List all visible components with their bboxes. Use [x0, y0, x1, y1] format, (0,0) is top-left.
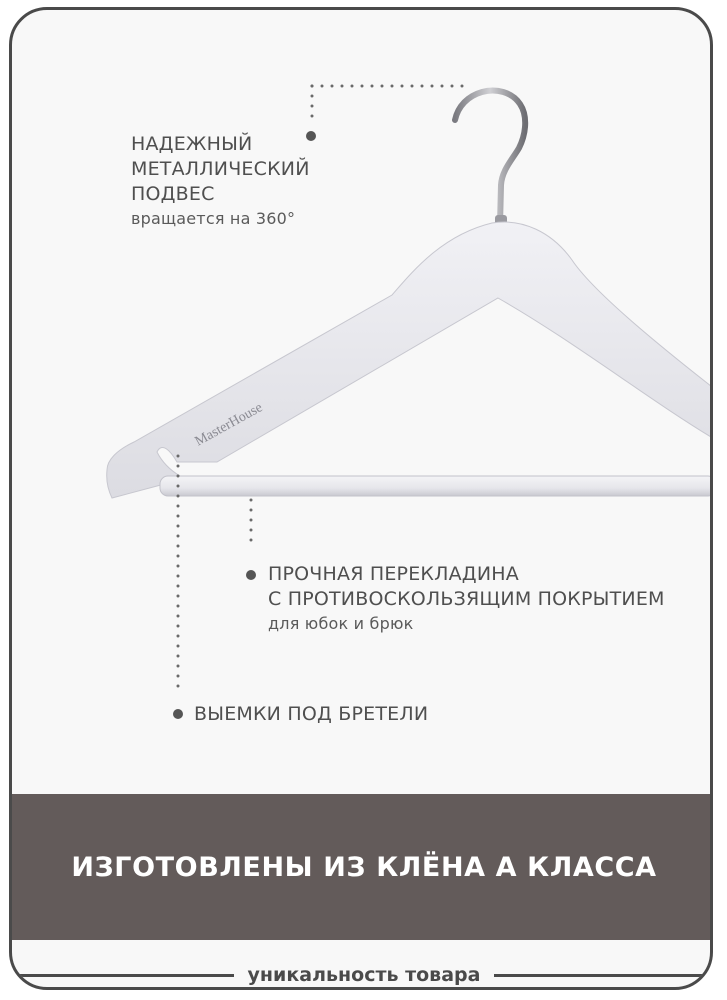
bar-callout-line1: ПРОЧНАЯ ПЕРЕКЛАДИНА — [268, 563, 519, 585]
notch-callout-dot — [173, 709, 183, 719]
material-banner — [12, 794, 713, 940]
hook-callout-sub: вращается на 360° — [131, 209, 296, 228]
card-frame — [9, 7, 713, 990]
hook-callout-line2: МЕТАЛЛИЧЕСКИЙ — [131, 158, 310, 180]
hook-callout-line1: НАДЕЖНЫЙ — [131, 133, 253, 155]
hanger-brand-logo: MasterHouse — [192, 400, 266, 450]
hook-leader-line — [312, 86, 464, 122]
footer — [12, 960, 713, 990]
notch-callout-line1: ВЫЕМКИ ПОД БРЕТЕЛИ — [194, 703, 429, 725]
hook-icon — [455, 91, 525, 225]
footer-text: уникальность товара — [234, 964, 495, 986]
hanger-bar-icon — [160, 476, 713, 496]
hanger-body-icon — [107, 222, 713, 498]
bar-callout — [268, 562, 665, 636]
bar-callout-line2: С ПРОТИВОСКОЛЬЗЯЩИМ ПОКРЫТИЕМ — [268, 588, 665, 610]
hanger-illustration — [12, 10, 713, 794]
notch-callout — [194, 702, 428, 727]
bar-callout-sub: для юбок и брюк — [268, 614, 414, 633]
hook-callout — [131, 132, 310, 231]
bar-callout-dot — [246, 570, 256, 580]
hook-callout-line3: ПОДВЕС — [131, 183, 215, 205]
material-banner-text: ИЗГОТОВЛЕНЫ ИЗ КЛЁНА А КЛАССА — [71, 851, 657, 883]
